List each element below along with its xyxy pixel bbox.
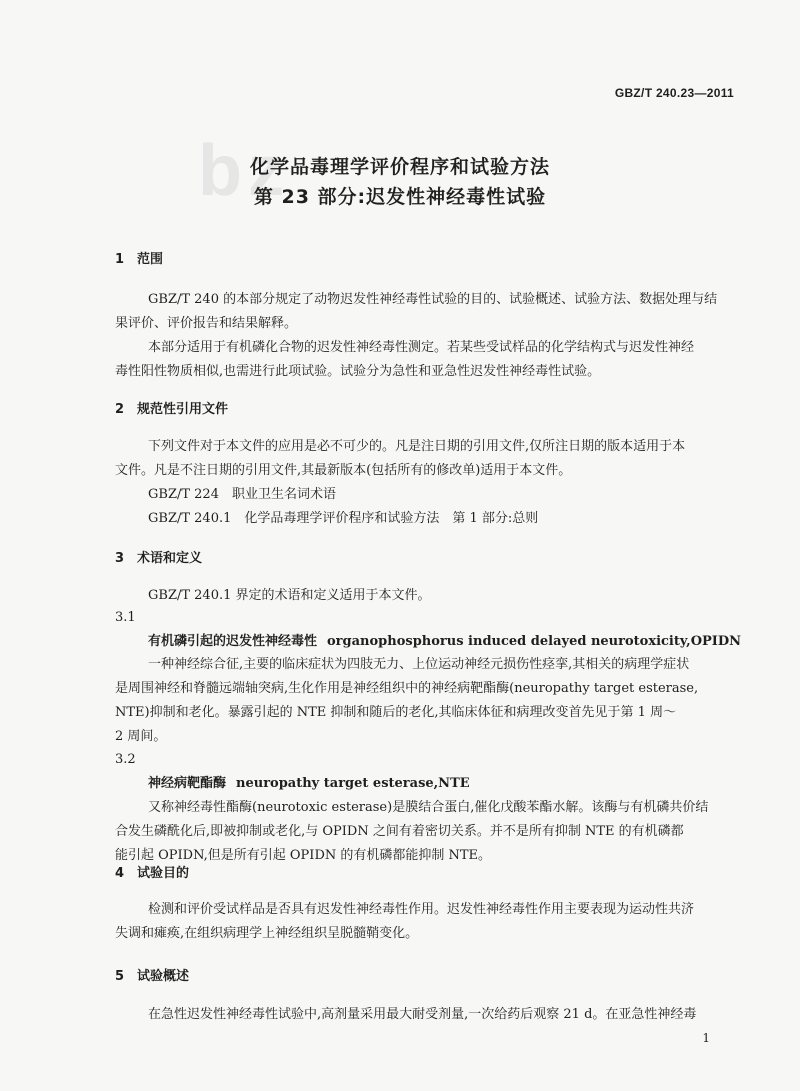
doc-title-line2: 第 23 部分:迟发性神经毒性试验 — [253, 186, 547, 208]
definition-line: 又称神经毒性酯酶(neurotoxic esterase)是膜结合蛋白,催化戊酸苯酯水解。该酶与有机磷共价结 — [148, 800, 709, 815]
page-number: 1 — [702, 1031, 710, 1045]
section-2-heading — [115, 398, 228, 417]
paragraph-line: 果评价、评价报告和结果解释。 — [115, 316, 298, 331]
paragraph-line: 在急性迟发性神经毒性试验中,高剂量采用最大耐受剂量,一次给药后观察 21 d。在亚急性神经毒 — [148, 1007, 697, 1022]
reference-item: GBZ/T 224 职业卫生名词术语 — [148, 487, 336, 502]
definition-line: NTE)抑制和老化。暴露引起的 NTE 抑制和随后的老化,其临床体征和病理改变首先见于第 1 周～ — [115, 705, 677, 720]
definition-line: 2 周间。 — [115, 729, 167, 744]
section-number: 3 — [115, 551, 125, 566]
section-5-heading — [115, 965, 189, 984]
paragraph-line: 文件。凡是不注日期的引用文件,其最新版本(包括所有的修改单)适用于本文件。 — [115, 463, 572, 478]
definition-line: 一种神经综合征,主要的临床症状为四肢无力、上位运动神经元损伤性痉挛,其相关的病理学症状 — [148, 657, 690, 672]
paragraph-line: 本部分适用于有机磷化合物的迟发性神经毒性测定。若某些受试样品的化学结构式与迟发性神经 — [148, 340, 695, 355]
paragraph-line: 下列文件对于本文件的应用是必不可少的。凡是注日期的引用文件,仅所注日期的版本适用于本 — [148, 439, 686, 454]
section-title: 术语和定义 — [137, 551, 203, 566]
paragraph-line: GBZ/T 240.1 界定的术语和定义适用于本文件。 — [148, 588, 431, 603]
section-title: 试验目的 — [137, 866, 190, 881]
section-title: 范围 — [137, 252, 164, 267]
term-number: 3.1 — [115, 610, 136, 625]
term-heading — [148, 772, 470, 791]
definition-line: 能引起 OPIDN,但是所有引起 OPIDN 的有机磷都能抑制 NTE。 — [115, 848, 492, 863]
term-english: neuropathy target esterase,NTE — [236, 776, 470, 791]
paragraph-line: 检测和评价受试样品是否具有迟发性神经毒性作用。迟发性神经毒性作用主要表现为运动性共济 — [148, 902, 695, 917]
watermark: bz — [198, 131, 290, 211]
section-number: 2 — [115, 402, 125, 417]
section-number: 4 — [115, 866, 125, 881]
section-number: 5 — [115, 969, 125, 984]
definition-line: 是周围神经和脊髓远端轴突病,生化作用是神经组织中的神经病靶酯酶(neuropathy target esterase, — [115, 681, 699, 696]
term-heading — [148, 630, 741, 649]
section-title: 试验概述 — [137, 969, 190, 984]
section-1-heading — [115, 248, 163, 267]
definition-line: 合发生磷酰化后,即被抑制或老化,与 OPIDN 之间有着密切关系。并不是所有抑制 NTE 的有机磷都 — [115, 824, 684, 839]
term-chinese: 神经病靶酯酶 — [148, 776, 227, 791]
term-chinese: 有机磷引起的迟发性神经毒性 — [148, 634, 318, 649]
term-english: organophosphorus induced delayed neurotoxicity,OPIDN — [327, 634, 742, 649]
section-3-heading — [115, 547, 202, 566]
section-title: 规范性引用文件 — [137, 402, 229, 417]
paragraph-line: 毒性阳性物质相似,也需进行此项试验。试验分为急性和亚急性迟发性神经毒性试验。 — [115, 364, 601, 379]
section-number: 1 — [115, 252, 125, 267]
paragraph-line: 失调和瘫痪,在组织病理学上神经组织呈脱髓鞘变化。 — [115, 926, 419, 941]
paragraph-line: GBZ/T 240 的本部分规定了动物迟发性神经毒性试验的目的、试验概述、试验方法、数据处理与结 — [148, 292, 718, 307]
standard-number: GBZ/T 240.23—2011 — [614, 86, 734, 100]
doc-title-line1: 化学品毒理学评价程序和试验方法 — [249, 156, 550, 178]
term-number: 3.2 — [115, 752, 136, 767]
reference-item: GBZ/T 240.1 化学品毒理学评价程序和试验方法 第 1 部分:总则 — [148, 511, 539, 526]
section-4-heading — [115, 862, 189, 881]
